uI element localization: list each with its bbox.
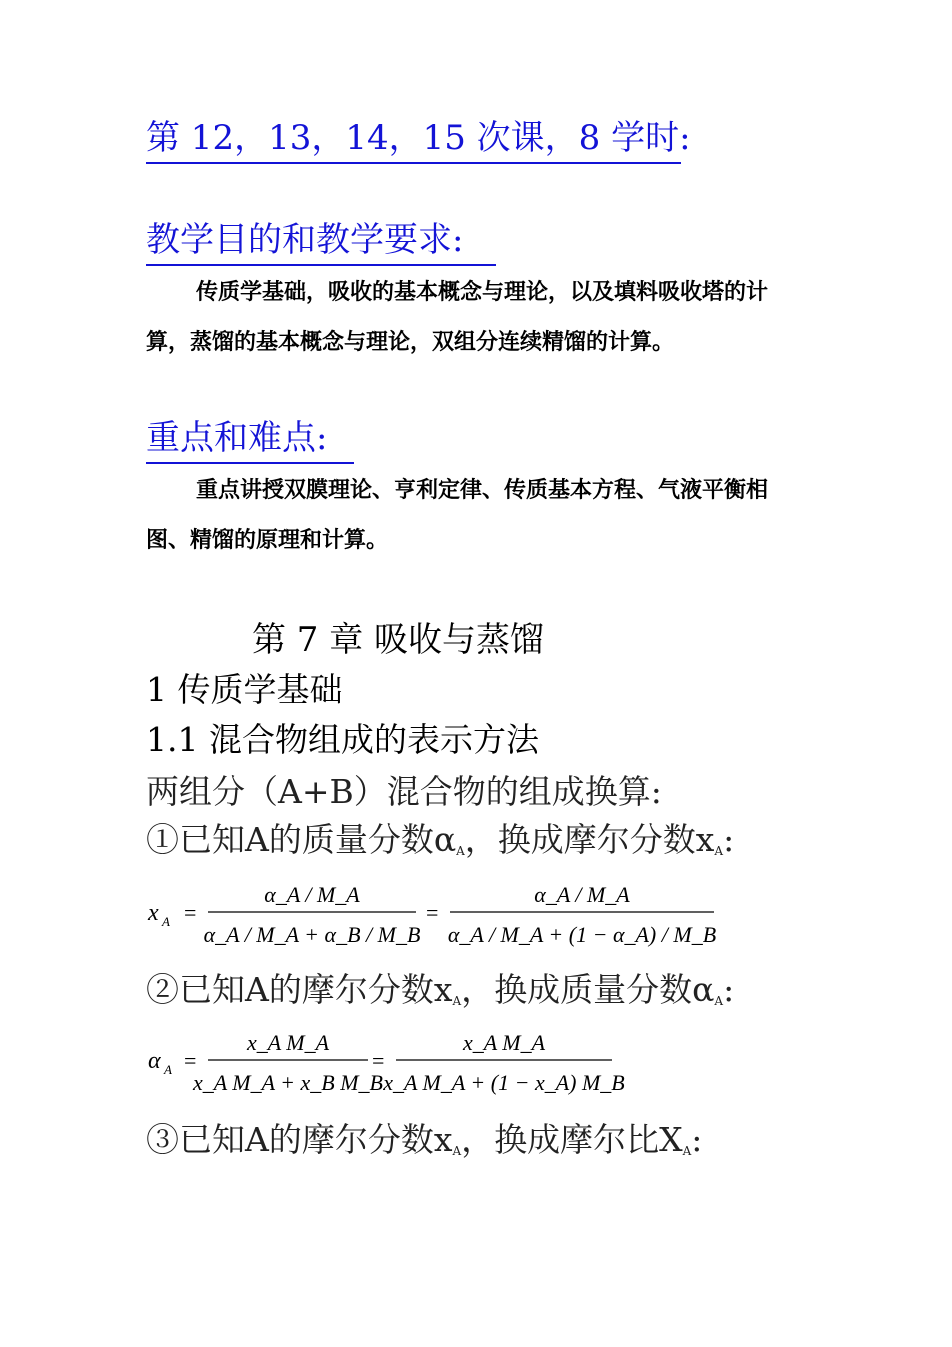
key-points-text: 重点讲授双膜理论、亨利定律、传质基本方程、气液平衡相图、精馏的原理和计算。 [146, 478, 769, 553]
course-header: 第 12，13，14，15 次课，8 学时: [146, 118, 681, 164]
item-1-text: ①已知A的质量分数$\alpha_A$，换成摩尔分数$x_A$: [146, 820, 735, 859]
objectives-paragraph [146, 268, 810, 368]
eq1-frac1-num: α_A / M_A [264, 882, 360, 907]
conversion-intro: 两组分（A+B）混合物的组成换算: [146, 772, 662, 811]
section-1-heading: 1 传质学基础 [146, 670, 343, 709]
eq1-frac1-den: α_A / M_A + α_B / M_B [203, 922, 421, 947]
key-points-heading: 重点和难点: [146, 418, 354, 464]
eq1-lhs: x [148, 900, 159, 926]
eq1-lhs-sub: A [162, 914, 170, 929]
eq1-frac2-den: α_A / M_A + (1 − α_A) / M_B [447, 922, 717, 947]
eq2-equals-2: = [372, 1048, 385, 1073]
equation-1 [146, 872, 726, 956]
item-2-text: ②已知A的摩尔分数$x_A$，换成质量分数$\alpha_A$: [146, 970, 735, 1009]
eq1-equals-2: = [426, 900, 439, 925]
eq2-lhs-sub: A [164, 1062, 172, 1077]
section-1-1-heading: 1.1 混合物组成的表示方法 [146, 720, 539, 759]
eq2-frac2-num: x_A M_A [462, 1030, 546, 1055]
equation-2 [146, 1024, 626, 1108]
eq2-frac2-den: x_A M_A + (1 − x_A) M_B [383, 1070, 625, 1095]
eq2-frac1-num: x_A M_A [246, 1030, 330, 1055]
objectives-text: 传质学基础，吸收的基本概念与理论，以及填料吸收塔的计算，蒸馏的基本概念与理论，双组分连续精馏的计算。 [146, 280, 769, 355]
objectives-heading: 教学目的和教学要求: [146, 220, 496, 266]
chapter-title: 第 7 章 吸收与蒸馏 [252, 620, 545, 660]
key-points-paragraph [146, 466, 810, 566]
item-3-text: ③已知A的摩尔分数$x_A$，换成摩尔比$X_A$: [146, 1120, 703, 1159]
eq1-equals-1: = [184, 900, 197, 925]
eq2-lhs: α [148, 1048, 161, 1074]
eq1-frac2-num: α_A / M_A [534, 882, 630, 907]
eq2-frac1-den: x_A M_A + x_B M_B [193, 1070, 383, 1095]
eq2-equals-1: = [184, 1048, 197, 1073]
